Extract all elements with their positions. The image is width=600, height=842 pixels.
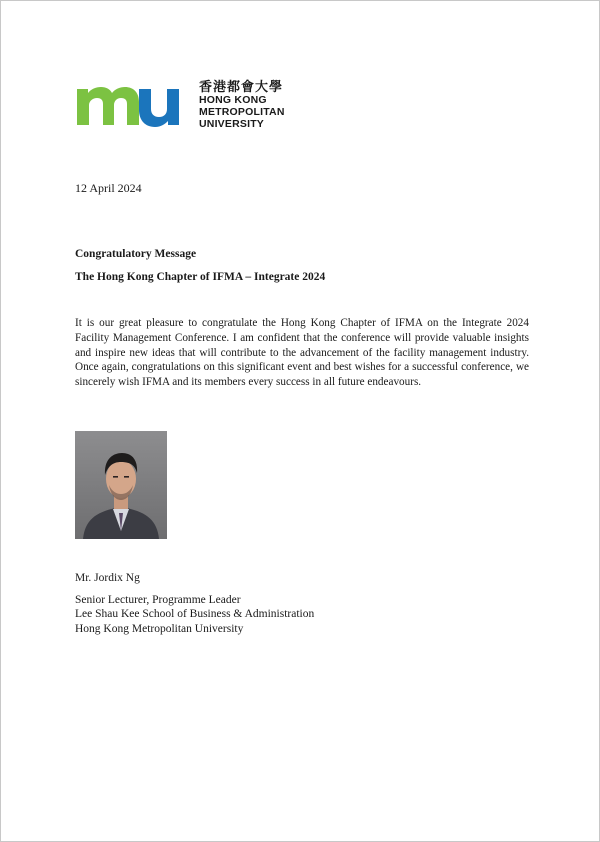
university-logo — [75, 75, 315, 135]
signatory-school: Lee Shau Kee School of Business & Administration — [75, 608, 315, 621]
signatory-position: Senior Lecturer, Programme Leader — [75, 594, 241, 606]
logo-english-line-3: UNIVERSITY — [199, 118, 265, 130]
signatory-university: Hong Kong Metropolitan University — [75, 622, 244, 635]
logo-wordmark — [199, 79, 285, 130]
logo-english-line-1: HONG KONG — [199, 94, 267, 106]
signatory-details — [75, 593, 314, 636]
signatory-portrait — [75, 431, 167, 539]
logo-english-line-2: METROPOLITAN — [199, 106, 285, 118]
signatory-name: Mr. Jordix Ng — [75, 572, 140, 584]
letter-subtitle: The Hong Kong Chapter of IFMA – Integrate 2024 — [75, 271, 326, 283]
letter-body: It is our great pleasure to congratulate the Hong Kong Chapter of IFMA on the Integrate 2024 Facility Management Conference. I am confident that the conference will provide valuable insights and inspire new ideas that will contribute to the advancement of the facility management industry. Once again, congratulations on this significant event and best wishes for a successful conference, we sincerely wish IFMA and its members every success in all future endeavours. — [75, 317, 529, 389]
logo-chinese-name: 香港都會大學 — [199, 79, 284, 94]
letter-date: 12 April 2024 — [75, 181, 142, 195]
letter-title: Congratulatory Message — [75, 248, 197, 260]
hkmu-logo-mark — [75, 75, 195, 135]
